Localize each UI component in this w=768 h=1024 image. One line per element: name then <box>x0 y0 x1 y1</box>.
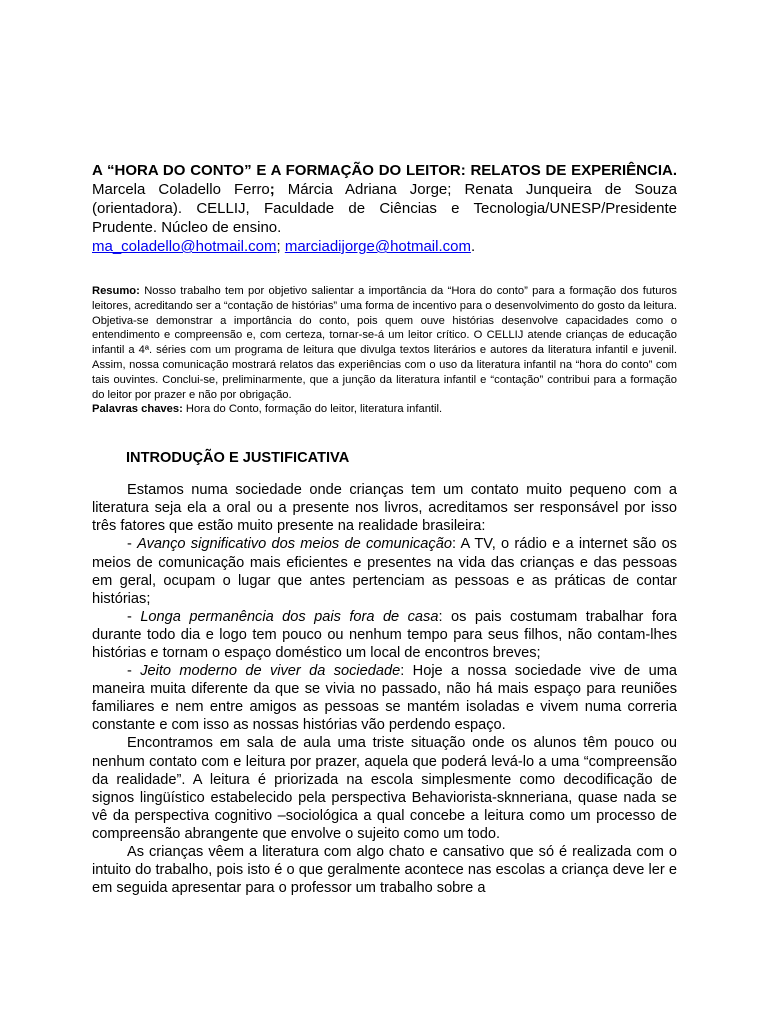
list-dash: - <box>127 536 138 553</box>
list-item-title: Avanço significativo dos meios de comunicação <box>137 536 452 553</box>
keywords-text: Hora do Conto, formação do leitor, literatura infantil. <box>182 403 443 416</box>
paper-header <box>92 161 677 256</box>
list-item-text: : Hoje a nossa sociedade vive de uma maneira muita diferente da que se vivia no passado, não há mais espaço para reuniões familiares e nem entre amigos as pessoas se mantém isoladas e vivem numa correria constante e com isso as nossas histórias vão perdendo espaço. <box>92 663 677 734</box>
list-item-communication <box>92 535 677 607</box>
list-item-modern-life <box>92 662 677 734</box>
author-separator: ; <box>269 181 275 198</box>
paragraph-children: As crianças vêem a literatura com algo chato e cansativo que só é realizada com o intuito do trabalho, pois isto é o que geralmente acontece nas escolas a criança deve ler e em seguida apresentar para o professor um trabalho sobre a <box>92 844 677 897</box>
list-item-text: : os pais costumam trabalhar fora durante todo dia e logo tem pouco ou nenhum tempo para seus filhos, não contam-lhes histórias e tornam o espaço doméstico um local de encontros breves; <box>92 608 677 662</box>
list-item-parents <box>92 608 677 662</box>
section-heading: INTRODUÇÃO E JUSTIFICATIVA <box>126 450 350 467</box>
authors-affiliation: Márcia Adriana Jorge; Renata Junqueira de Souza (orientadora). CELLIJ, Faculdade de Ciências e Tecnologia/UNESP/Presidente Prudente. Núcleo de ensino. <box>92 181 677 236</box>
list-item-title: Longa permanência dos pais fora de casa <box>140 608 439 625</box>
abstract-label: Resumo: <box>92 285 140 297</box>
paragraph-classroom: Encontramos em sala de aula uma triste situação onde os alunos têm pouco ou nenhum contato com e leitura por prazer, aquela que poderá levá-lo a uma “compreensão da realidade”. A leitura é priorizada na escola simplesmente como decodificação de signos lingüístico estabelecido pela perspectiva Behaviorista-sknneriana, quase nada se vê da perspectiva cognitivo –sociológica a qual concebe a leitura como um processo de compreensão abrangente que envolve o sujeito como um todo. <box>92 735 677 842</box>
section-body <box>92 481 677 897</box>
email-end: . <box>470 238 476 255</box>
email-link-coladello[interactable]: ma_coladello@hotmail.com <box>92 238 277 255</box>
author-primary: Marcela Coladello Ferro <box>92 181 270 198</box>
page-content <box>92 161 677 897</box>
email-link-jorge[interactable]: marciadijorge@hotmail.com <box>284 238 471 255</box>
paragraph-intro: Estamos numa sociedade onde crianças tem um contato muito pequeno com a literatura seja ela a oral ou a presente nos livros, acreditamos ser responsável por isso três fatores que estão muito presente na realidade brasileira: <box>92 482 677 535</box>
list-item-title: Jeito moderno de viver da sociedade <box>140 663 401 680</box>
paper-title: A “HORA DO CONTO” E A FORMAÇÃO DO LEITOR: RELATOS DE EXPERIÊNCIA. <box>92 162 677 179</box>
email-separator: ; <box>276 238 285 255</box>
abstract-text: Nosso trabalho tem por objetivo salientar a importância da “Hora do conto” para a formação dos futuros leitores, acreditando ser a “contação de histórias” uma forma de incentivo para o desenvolvimento do gosto da leitura. Objetiva-se demonstrar a importância do conto, pois quem ouve histórias desenvolve capacidades como o entendimento e compreensão e, com certeza, tornar-se-á um leitor crítico. O CELLIJ atende crianças de educação infantil a 4ª. séries com um programa de leitura que divulga textos literários e autores da literatura infantil e juvenil. Assim, nossa comunicação mostrará relatos das experiências com o uso da literatura infantil na “hora do conto” com tais ouvintes. Conclui-se, preliminarmente, que a junção da literatura infantil e “contação” contribui para a formação do leitor por prazer e não por obrigação. <box>92 285 677 401</box>
list-dash: - <box>127 663 141 680</box>
list-item-text: : A TV, o rádio e a internet são os meios de comunicação mais eficientes e presentes na vida das crianças e das pessoas em geral, ocupam o lugar que antes pertenciam as pessoas e as práticas de contar histórias; <box>92 536 677 607</box>
abstract <box>92 284 677 417</box>
list-dash: - <box>127 608 141 625</box>
keywords-label: Palavras chaves: <box>92 403 183 416</box>
